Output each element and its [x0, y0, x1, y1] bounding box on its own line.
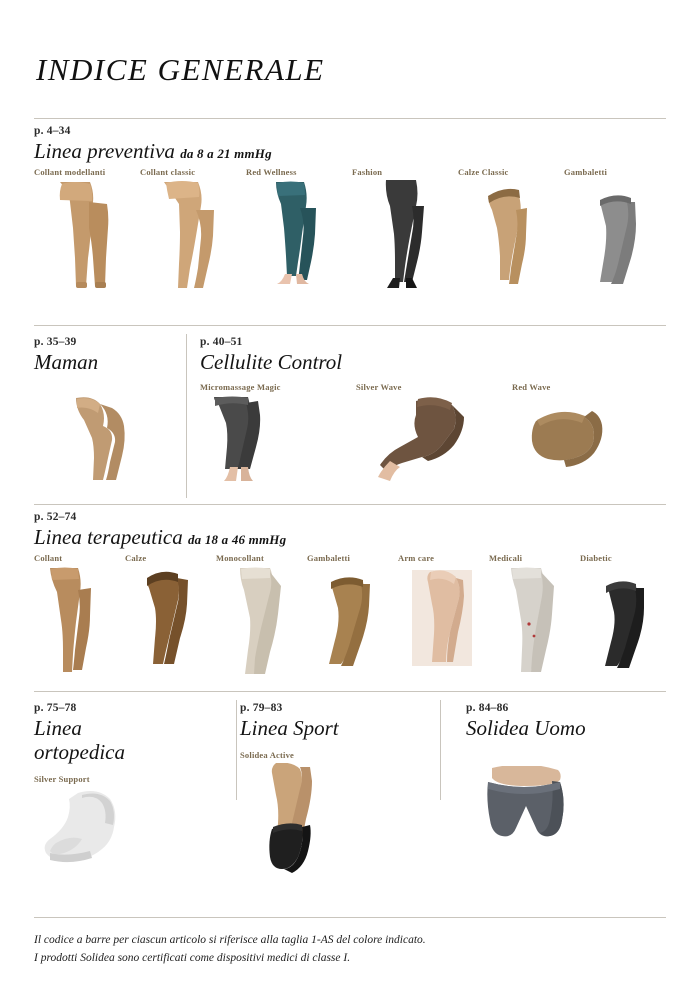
product-figure: [34, 566, 125, 678]
section-pagenum: p. 79–83: [240, 702, 283, 714]
product-row: [34, 167, 666, 290]
section-divider: [34, 691, 666, 692]
product-figure: [34, 396, 164, 482]
section-title-text: Cellulite Control: [200, 350, 343, 374]
section-title: [240, 716, 340, 740]
product-item[interactable]: [398, 553, 489, 678]
product-figure: [34, 180, 140, 290]
product-row: [34, 553, 666, 678]
section-pagenum: p. 75–78: [34, 702, 77, 714]
product-caption: Fashion: [352, 167, 383, 178]
footer-line-2: I prodotti Solidea sono certificati come dispositivi medici di classe I.: [34, 952, 351, 965]
product-figure: [512, 395, 668, 485]
column-divider: [440, 700, 441, 800]
section-cellulite-control: [164, 332, 668, 485]
monotights-illustration: [216, 566, 307, 678]
footer-line-1: Il codice a barre per ciascun articolo si riferisce alla taglia 1-AS del colore indicato.: [34, 934, 426, 947]
leggings-illustration: [246, 180, 352, 290]
product-item[interactable]: [34, 774, 194, 887]
product-caption: Red Wave: [512, 382, 551, 393]
product-caption: Collant classic: [140, 167, 196, 178]
section-title-text: Linea preventiva: [34, 139, 175, 163]
section-linea-ortopedica: [34, 698, 236, 887]
section-subtitle: da 18 a 46 mmHg: [187, 532, 287, 547]
product-row: [200, 382, 668, 485]
capri-short-illustration: [512, 395, 668, 485]
capri-illustration: [200, 395, 356, 485]
section-title: [34, 139, 666, 163]
product-caption: Red Wellness: [246, 167, 297, 178]
tights-illustration: [140, 180, 246, 290]
page-title: INDICE GENERALE: [36, 52, 325, 87]
knee-high-illustration: [564, 180, 670, 290]
section-pagenum: p. 35–39: [34, 336, 77, 348]
product-item[interactable]: [307, 553, 398, 678]
section-linea-terapeutica: [34, 511, 666, 691]
section-divider: [34, 118, 666, 119]
knee-high-illustration: [307, 566, 398, 678]
product-item[interactable]: [34, 167, 140, 290]
product-item[interactable]: [356, 382, 512, 485]
tights-light-illustration: [489, 566, 580, 678]
section-divider: [34, 504, 666, 505]
armsleeve-illustration: [398, 566, 489, 678]
section-ortopedica-sport-uomo: [34, 698, 666, 913]
product-caption: Gambaletti: [307, 553, 351, 564]
tights-dark-illustration: [352, 180, 458, 290]
section-title-text: Solidea Uomo: [466, 716, 586, 740]
section-solidea-uomo: [440, 698, 666, 887]
product-item[interactable]: [140, 167, 246, 290]
sport-socks-illustration: [240, 763, 430, 873]
product-item[interactable]: [34, 553, 125, 678]
section-title-text: Maman: [34, 350, 99, 374]
product-caption: Monocollant: [216, 553, 265, 564]
section-title-text: Linea Sport: [240, 716, 339, 740]
footer-note: [34, 932, 666, 968]
ankle-brace-illustration: [34, 787, 194, 887]
product-caption: Diabetic: [580, 553, 612, 564]
product-figure: [125, 566, 216, 678]
product-item[interactable]: [580, 553, 671, 678]
product-caption: Collant modellanti: [34, 167, 106, 178]
product-item[interactable]: [352, 167, 458, 290]
product-figure: [489, 566, 580, 678]
section-pagenum: p. 4–34: [34, 125, 71, 137]
tights-illustration: [34, 566, 125, 678]
product-caption: Medicali: [489, 553, 523, 564]
footer-divider: [34, 917, 666, 918]
section-pagenum: p. 40–51: [200, 336, 243, 348]
product-figure: [200, 395, 356, 485]
stockings-illustration: [458, 180, 564, 290]
product-figure: [564, 180, 670, 290]
product-item[interactable]: [246, 167, 352, 290]
product-caption: Silver Support: [34, 774, 90, 785]
section-pagenum: p. 84–86: [466, 702, 509, 714]
capri-illustration: [356, 395, 512, 485]
product-figure: [398, 566, 489, 678]
product-caption: Calze Classic: [458, 167, 509, 178]
product-figure: [34, 787, 194, 887]
maternity-illustration: [34, 396, 164, 482]
product-figure: [307, 566, 398, 678]
section-maman: [34, 332, 164, 485]
product-figure: [458, 180, 564, 290]
product-item[interactable]: [512, 382, 668, 485]
product-caption: Silver Wave: [356, 382, 402, 393]
section-title: [466, 716, 586, 740]
product-caption: Calze: [125, 553, 147, 564]
column-divider: [236, 700, 237, 800]
product-figure: [140, 180, 246, 290]
section-subtitle: da 8 a 21 mmHg: [180, 146, 272, 161]
product-figure: [356, 395, 512, 485]
product-item[interactable]: [489, 553, 580, 678]
boxer-illustration: [466, 766, 656, 856]
product-item[interactable]: [466, 766, 656, 856]
product-item[interactable]: [240, 750, 430, 873]
product-caption: Arm care: [398, 553, 435, 564]
product-item[interactable]: [34, 396, 164, 482]
product-caption: Collant: [34, 553, 63, 564]
column-divider: [186, 334, 187, 498]
product-caption: Micromassage Magic: [200, 382, 281, 393]
section-title: [34, 716, 154, 764]
section-title: [34, 525, 666, 549]
product-item[interactable]: [200, 382, 356, 485]
product-item[interactable]: [216, 553, 307, 678]
product-figure: [580, 566, 671, 678]
product-item[interactable]: [458, 167, 564, 290]
product-figure: [466, 766, 656, 856]
section-title: [200, 350, 668, 374]
product-figure: [240, 763, 430, 873]
section-divider: [34, 325, 666, 326]
two-column-row: [34, 332, 666, 485]
section-pagenum: p. 52–74: [34, 511, 77, 523]
product-caption: Solidea Active: [240, 750, 295, 761]
tights-illustration: [34, 180, 140, 290]
product-item[interactable]: [564, 167, 670, 290]
three-column-row: [34, 698, 666, 887]
product-figure: [352, 180, 458, 290]
product-figure: [216, 566, 307, 678]
section-title: [34, 350, 164, 374]
stockings-illustration: [125, 566, 216, 678]
sock-dark-illustration: [580, 566, 671, 678]
section-maman-cellulite: [34, 332, 666, 504]
product-figure: [246, 180, 352, 290]
section-title-text: Linea terapeutica: [34, 525, 183, 549]
section-title-text: Linea ortopedica: [34, 716, 125, 765]
product-caption: Gambaletti: [564, 167, 608, 178]
product-item[interactable]: [125, 553, 216, 678]
section-linea-preventiva: [34, 125, 666, 325]
section-linea-sport: [236, 698, 440, 887]
